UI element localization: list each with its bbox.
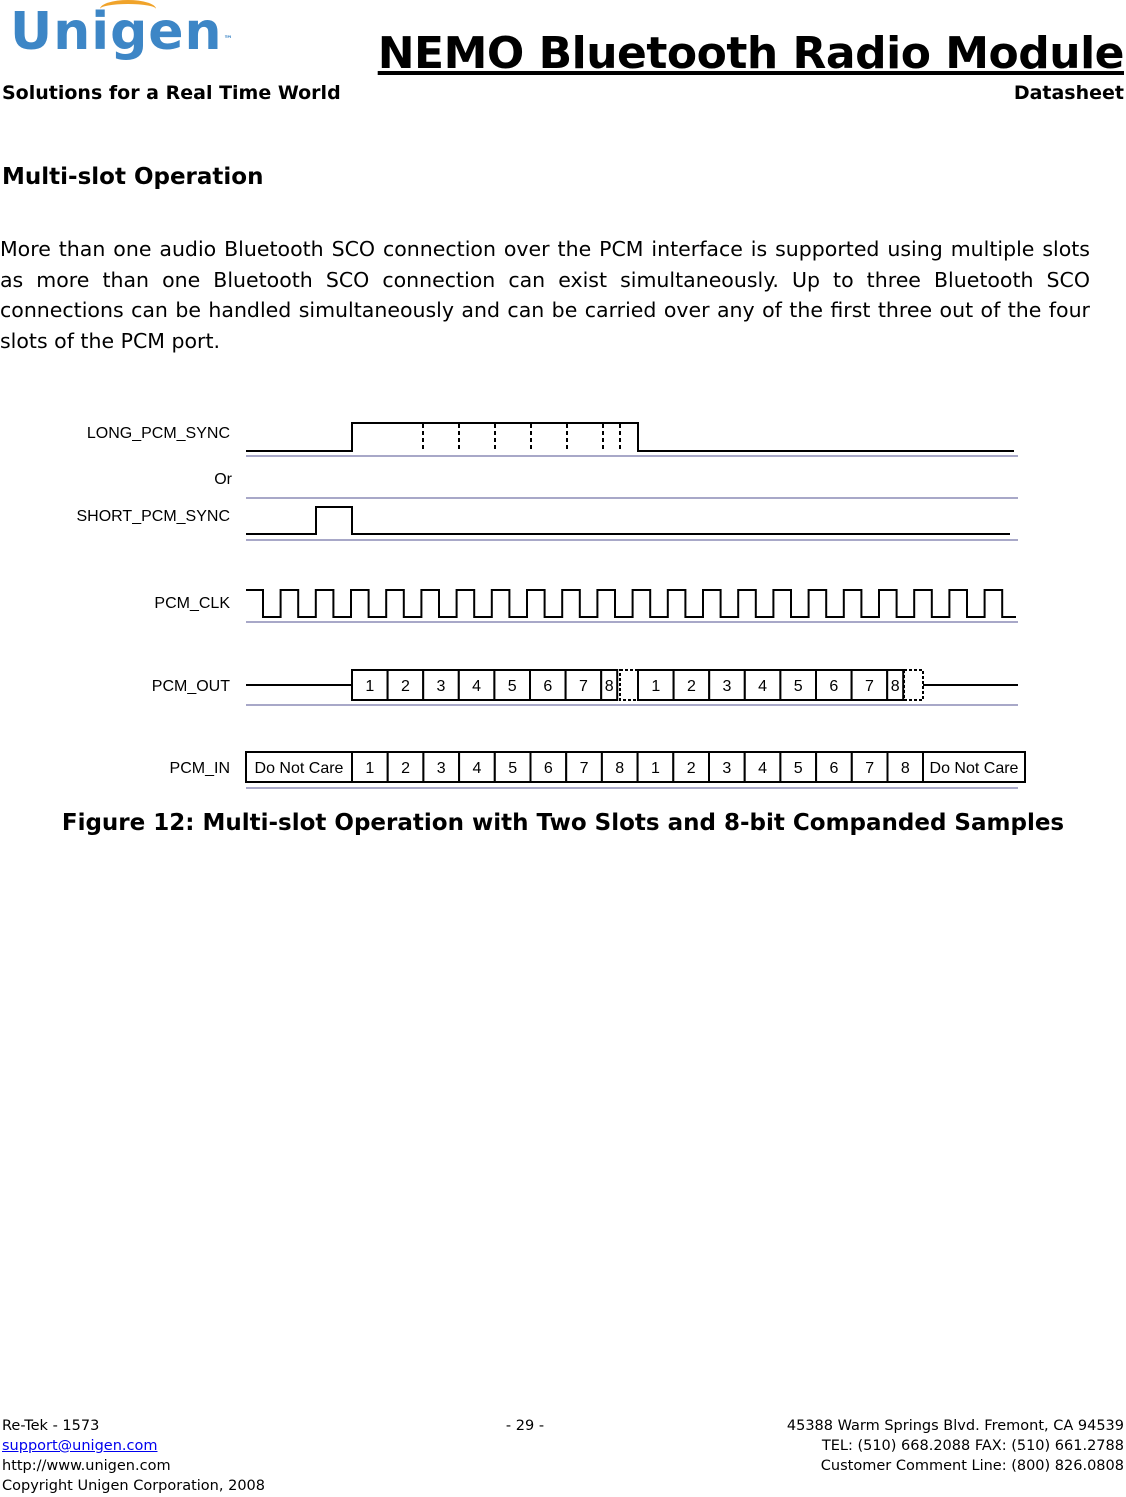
pcm-in-dontcare-end-label: Do Not Care bbox=[929, 760, 1019, 777]
pcm-in-bit-4-label: 4 bbox=[472, 760, 482, 777]
pcm-out-bit-1-label: 1 bbox=[365, 678, 375, 695]
pcm-in-bit-11-label: 3 bbox=[722, 760, 732, 777]
label-pcm-out: PCM_OUT bbox=[151, 678, 230, 695]
footer-comment-line: Customer Comment Line: (800) 826.0808 bbox=[820, 1458, 1124, 1474]
pcm-in-bit-6-label: 6 bbox=[543, 760, 553, 777]
pcm-out-bit-8-label: 8 bbox=[604, 678, 614, 695]
pcm-clk-wave bbox=[246, 590, 1016, 617]
label-pcm-clk: PCM_CLK bbox=[154, 595, 230, 612]
pcm-out-bit-4-label: 4 bbox=[472, 678, 482, 695]
pcm-out-bit-2-label: 2 bbox=[400, 678, 410, 695]
tagline: Solutions for a Real Time World bbox=[2, 82, 341, 104]
pcm-out-bit-5-label: 5 bbox=[507, 678, 517, 695]
pcm-out-bit-3-label: 3 bbox=[436, 678, 446, 695]
pcm-out-bit-15-label: 7 bbox=[864, 678, 874, 695]
document-title: NEMO Bluetooth Radio Module bbox=[377, 28, 1124, 79]
pcm-out-bit-10-label: 2 bbox=[686, 678, 696, 695]
pcm-in-bit-1-label: 1 bbox=[365, 760, 375, 777]
section-heading: Multi-slot Operation bbox=[2, 164, 264, 190]
label-long-pcm-sync: LONG_PCM_SYNC bbox=[86, 425, 230, 442]
pcm-in-bit-7-label: 7 bbox=[579, 760, 589, 777]
pcm-out-bit-16-label: 8 bbox=[890, 678, 900, 695]
footer-copyright: Copyright Unigen Corporation, 2008 bbox=[2, 1478, 265, 1494]
pcm-in-bit-12-label: 4 bbox=[758, 760, 768, 777]
pcm-out-bit-14-label: 6 bbox=[829, 678, 839, 695]
long-sync-dashes bbox=[423, 424, 620, 451]
pcm-in-bit-14-label: 6 bbox=[829, 760, 839, 777]
timing-diagram bbox=[0, 400, 1126, 800]
pcm-in-bit-8-label: 8 bbox=[615, 760, 625, 777]
pcm-out-bit-6-label: 6 bbox=[543, 678, 553, 695]
pcm-out-bit-13-label: 5 bbox=[793, 678, 803, 695]
label-pcm-in: PCM_IN bbox=[169, 760, 230, 777]
long-sync-wave bbox=[246, 423, 1014, 451]
unigen-logo: Unigen™ bbox=[10, 2, 234, 62]
short-sync-wave bbox=[246, 507, 1010, 534]
page-number: - 29 - bbox=[505, 1418, 545, 1434]
section-paragraph: More than one audio Bluetooth SCO connection over the PCM interface is supported using multiple slots as more than one Bluetooth SCO connection can exist simultaneously. Up to three Bluetooth SCO connections can be handled simultaneously and can be carried over any of the first three out of the four slots of the PCM port. bbox=[0, 237, 1090, 353]
pcm-in-bit-16-label: 8 bbox=[900, 760, 910, 777]
pcm-out-bit-12-label: 4 bbox=[758, 678, 768, 695]
pcm-out-bus bbox=[246, 670, 1018, 700]
pcm-in-bus bbox=[246, 752, 1025, 782]
document-subtitle: Datasheet bbox=[1013, 82, 1124, 104]
pcm-in-bit-15-label: 7 bbox=[865, 760, 875, 777]
label-short-pcm-sync: SHORT_PCM_SYNC bbox=[76, 508, 230, 525]
pcm-in-dontcare-start-label: Do Not Care bbox=[254, 760, 344, 777]
pcm-in-bit-5-label: 5 bbox=[508, 760, 518, 777]
pcm-in-bit-3-label: 3 bbox=[436, 760, 446, 777]
footer-right bbox=[787, 1416, 1124, 1476]
support-email-link[interactable]: support@unigen.com bbox=[2, 1438, 158, 1454]
pcm-in-bit-9-label: 1 bbox=[650, 760, 660, 777]
pcm-out-bit-9-label: 1 bbox=[651, 678, 661, 695]
pcm-out-bit-11-label: 3 bbox=[722, 678, 732, 695]
pcm-in-bit-10-label: 2 bbox=[686, 760, 696, 777]
baselines bbox=[246, 456, 1018, 788]
figure-caption: Figure 12: Multi-slot Operation with Two Slots and 8-bit Companded Samples bbox=[61, 810, 1065, 836]
footer-phone-fax: TEL: (510) 668.2088 FAX: (510) 661.2788 bbox=[821, 1438, 1124, 1454]
label-or: Or bbox=[214, 471, 232, 488]
pcm-in-bit-13-label: 5 bbox=[793, 760, 803, 777]
pcm-in-bit-2-label: 2 bbox=[401, 760, 411, 777]
footer-doc-id: Re-Tek - 1573 bbox=[2, 1418, 100, 1434]
footer-website: http://www.unigen.com bbox=[2, 1458, 171, 1474]
pcm-out-bit-7-label: 7 bbox=[578, 678, 588, 695]
footer-address: 45388 Warm Springs Blvd. Fremont, CA 94539 bbox=[786, 1418, 1124, 1434]
